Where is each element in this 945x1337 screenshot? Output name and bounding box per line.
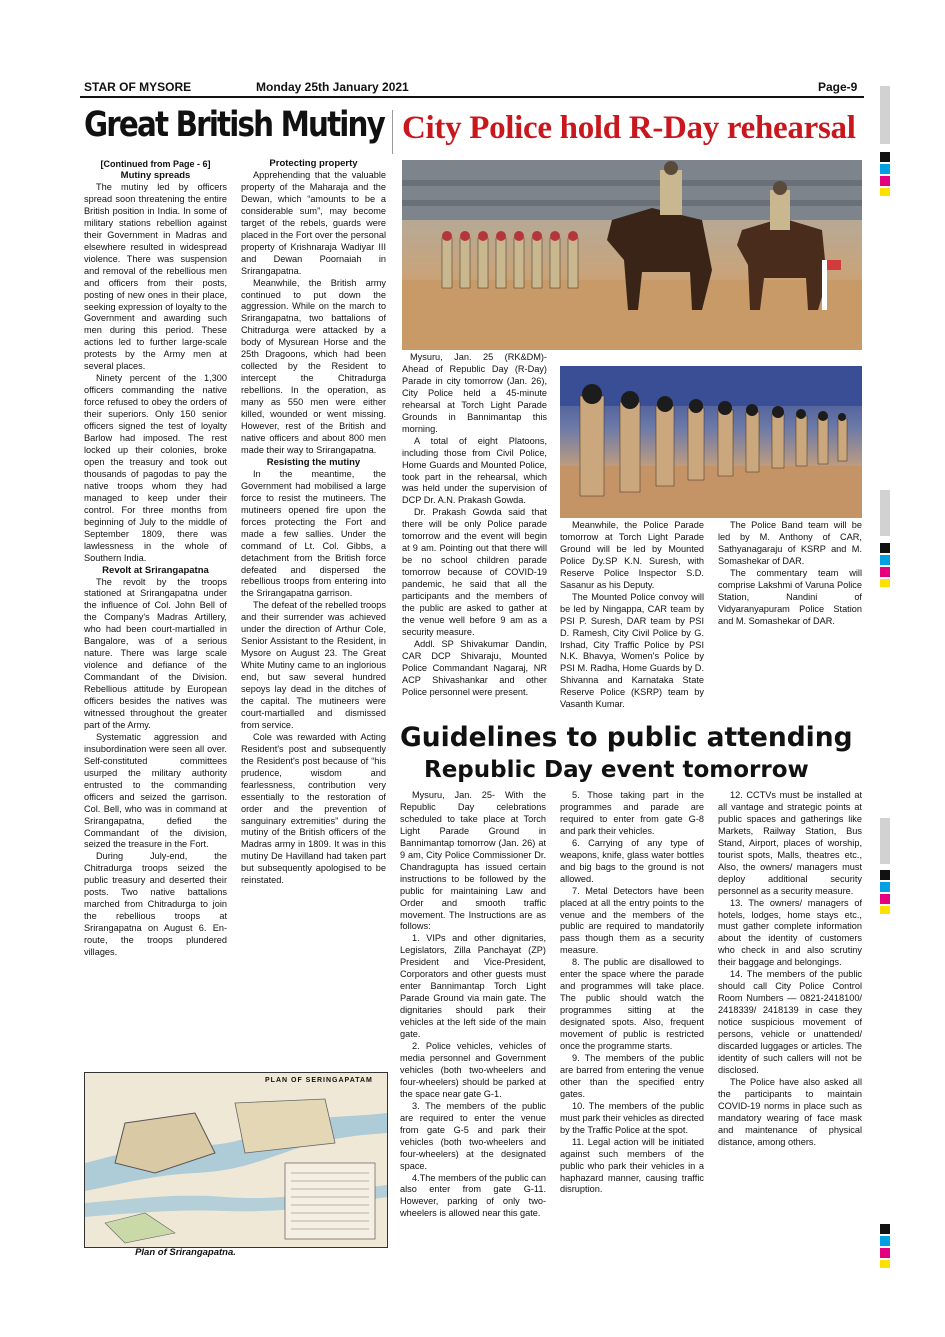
yellow-swatch	[880, 188, 890, 196]
paragraph: 8. The public are disallowed to enter the space where the parade and programmes will take place. The public should watch the programmes sitting at the designated spots. Also, frequent movement of public is restricted once the programme starts.	[560, 957, 704, 1052]
police-column-1	[402, 352, 547, 717]
black-swatch	[880, 1224, 890, 1234]
page-number: Page-9	[818, 80, 858, 94]
subhead-spreads: Mutiny spreads	[120, 170, 191, 181]
subhead-protect: Protecting property	[269, 158, 358, 169]
map-illustration-icon	[85, 1073, 387, 1247]
paragraph: The mutiny led by officers spread soon threatening the entire British position in India. In some of military stations rebellion against their Government in Madras and elsewhere resulted in widespread violence. There was suspension and removal of the rebellious men and officers from their posts, posting of new ones in their place, seeking expression of loyalty to the Government and awarding such men during this period. These actions led to further large-scale protests by the Army men at several places.	[84, 182, 227, 372]
continued-note: [Continued from Page - 6]	[100, 159, 211, 169]
issue-date: Monday 25th January 2021	[256, 80, 409, 94]
mutiny-headline: Great British Mutiny	[84, 105, 384, 145]
paragraph: 10. The members of the public must park their vehicles as directed by the Traffic Police at the spot.	[560, 1100, 704, 1135]
subhead-revolt: Revolt at Srirangapatna	[102, 564, 209, 576]
paragraph: During July-end, the Chitradurga troops seized the public treasury and deserted their posts. Two native battalions marched from Chitradurga to join the rebellious troops at Srirangapatna on August 6. En-route, the troops plundered villages.	[84, 851, 227, 958]
paragraph: The Police Band team will be led by M. Anthony of CAR, Sathyanagaraju of KSRP and M. Somashekar of DAR.	[718, 520, 862, 566]
paragraph: The Police have also asked all the participants to maintain COVID-19 norms in place such as mandatory wearing of face mask and maintenance of physical distance, among others.	[718, 1076, 862, 1147]
paragraph: In the meantime, the Government had mobilised a large force to resist the mutineers. The mutineers opened fire upon the forces protecting the Fort and made a few sallies. Under the command of Lt. Col. Gibbs, a detachment from the British force defeated and dispersed the rebellious troops from entering into the Srirangapatna garrison.	[241, 468, 386, 599]
paragraph: Meanwhile, the Police Parade tomorrow at Torch Light Parade Ground will be led by Mounted Police Dy.SP K.N. Suresh, with Reserve Police Inspector S.D. Sasanur as his Deputy.	[560, 520, 704, 590]
paragraph: Mysuru, Jan. 25- With the Republic Day celebrations scheduled to take place at Torch Light Parade Ground in Bannimantap tomorrow (Jan. 26) at 9 am, City Police Commissioner Dr. Chandragupta has issued certain instructions to be followed by the public for maintaining Law and Order and smooth traffic movement. The Instructions are as follows:	[400, 790, 546, 932]
yellow-swatch	[880, 1260, 890, 1268]
paragraph: Cole was rewarded with Acting Resident's post and subsequently the Resident's post because of “his prudence, wisdom and fearlessness, contribution very essentially to the restoration of order and the prevention of sanguinary extremities” during the mutiny of the British officers of the Madras army in 1809. It was in this mutiny De Havilland had taken part but subsequently apologised to be reinstated.	[241, 731, 386, 886]
police-column-2	[560, 520, 704, 717]
paragraph: 11. Legal action will be initiated against such members of the public who park their vehicles in a haphazard manner, causing traffic disruption.	[560, 1136, 704, 1195]
parade-photo-platoon	[560, 366, 862, 518]
paragraph: 13. The owners/ managers of hotels, lodges, home stays etc., must gather complete information about the identity of customers who check in and also scrutiny their baggage and belongings.	[718, 897, 862, 968]
mutiny-column-2	[241, 158, 386, 1068]
header-rule	[80, 96, 864, 98]
paragraph: 4.The members of the public can also enter from gate G-11. However, parking of only two-wheelers is allowed near this gate.	[400, 1172, 546, 1219]
gray-swatch	[880, 86, 890, 144]
paragraph: The revolt by the troops stationed at Srirangapatna under the influence of Col. John Bell of the Company's Madras Artillery, who had been court-martialled in Bangalore, was of a serious nature. There was large scale violence and defiance of the Commandant of the Division. Rebellious attitude by European officers besides the natives was witnessed throughout the greater part of the Army.	[84, 576, 227, 730]
magenta-swatch	[880, 176, 890, 186]
police-column-3	[718, 520, 862, 717]
paragraph: 3. The members of the public are required to enter the venue from gate G-5 and park their vehicles (both two-wheelers and four-wheelers) at the designated space.	[400, 1100, 546, 1171]
paragraph: Meanwhile, the British army continued to put down the aggression. While on the march to Srirangapatna, two battalions of Chitradurga were attacked by a body of Mysurean Horse and the 25th Dragoons, which had been collected by the Resident to intercept the Chitradurga rebellions. In the operation, as many as 550 men were either killed, wounded or went missing. However, rest of the British and native officers and about 800 men made their way to Srirangapatna.	[241, 277, 386, 455]
guidelines-column-3	[718, 790, 862, 1268]
paragraph: 2. Police vehicles, vehicles of media personnel and Government vehicles (both two-wheelers and four-wheelers) should be parked at the space near gate G-1.	[400, 1041, 546, 1099]
paragraph: Systematic aggression and insubordination were seen all over. Self-constituted committees usurped the military authority entrusted to the commanding officers and seized the garrison. Col. Bell, who was in command at Srirangapatna, defied the Commandant of the division, seized the treasure in the Fort.	[84, 731, 227, 850]
subhead-resist: Resisting the mutiny	[266, 456, 361, 468]
gray-swatch	[880, 818, 890, 864]
cyan-swatch	[880, 555, 890, 565]
platoon-parade-icon	[560, 366, 862, 518]
police-headline: City Police hold R-Day rehearsal	[402, 110, 856, 146]
paragraph: Apprehending that the valuable property of the Maharaja and the Dewan, which “amounts to be a considerable sum”, may become target of the rebels, guards were placed in the Fort over the personal property of Krishnaraja Wadiyar III and Dewan Poornaiah in Srirangapatna.	[241, 170, 386, 276]
mutiny-column-1	[84, 158, 227, 1068]
paragraph: Ninety percent of the 1,300 officers commanding the native force refused to obey the orders of their superiors. Only 150 senior officers signed the test of loyalty Barlow had imposed. The rest locked up their colonies, broke open the treasury and took out thousands of pagodas to pay the native troops whom they had managed to keep under their control. For three months from beginning of July to the middle of September 1809, there was lawlessness in the whole of Southern India.	[84, 373, 227, 563]
paper-name: STAR OF MYSORE	[84, 80, 192, 94]
paragraph: The commentary team will comprise Lakshmi of Varuna Police Station, Nandini of Vidyaranyapuram Police Station and M. Somashekar of DAR.	[718, 567, 862, 626]
map-caption: Plan of Srirangapatna.	[135, 1247, 236, 1258]
cyan-swatch	[880, 882, 890, 892]
paragraph: The Mounted Police convoy will be led by Ningappa, CAR team by PSI P. Suresh, DAR team by PSI D. Ramesh, City Civil Police by G. Irshad, City Traffic Police by PSI N.K. Bhavya, Women's Police by PSI M. Radha, Home Guards by D. Shivanna and Karnataka State Reserve Police (KSRP) team by Vasanth Kumar.	[560, 591, 704, 710]
paragraph: 12. CCTVs must be installed at all vantage and strategic points at public spaces and gatherings like Markets, Railway Station, Bus Stand, Airport, places of worship, tourist spots, Malls, theatres etc., Also, the owners/ managers must deploy additional security personnel as a security measure.	[718, 790, 862, 896]
yellow-swatch	[880, 906, 890, 914]
paragraph: 14. The members of the public should call City Police Control Room Numbers — 0821-2418100/ 2418339/ 2418139 in case they notice suspicious movement of persons, vehicle or unattended/ discarded luggages or articles. The identity of such callers will not be disclosed.	[718, 969, 862, 1075]
paragraph: 5. Those taking part in the programmes and parade are required to enter from gate G-8 and park their vehicles.	[560, 790, 704, 836]
paragraph: 1. VIPs and other dignitaries, Legislators, Zilla Panchayat (ZP) President and Vice-President, Corporators and other guests must enter Bannimantap Torch Light Parade Ground via main gate. The dignitaries should park their vehicles at the left side of the main gate.	[400, 933, 546, 1040]
black-swatch	[880, 543, 890, 553]
srirangapatna-map	[84, 1072, 388, 1248]
map-title: PLAN OF SERINGAPATAM	[265, 1077, 373, 1084]
paragraph: 9. The members of the public are barred from entering the venue other than the specified entry gates.	[560, 1052, 704, 1099]
yellow-swatch	[880, 579, 890, 587]
guidelines-column-2	[560, 790, 704, 1268]
guidelines-headline-1: Guidelines to public attending	[400, 722, 853, 753]
magenta-swatch	[880, 894, 890, 904]
headline-divider	[392, 110, 393, 154]
paragraph: 6. Carrying of any type of weapons, knife, glass water bottles and big bags to the ground is not allowed.	[560, 837, 704, 884]
cyan-swatch	[880, 164, 890, 174]
guidelines-headline-2: Republic Day event tomorrow	[424, 757, 809, 783]
paragraph: Dr. Prakash Gowda said that there will be only Police parade tomorrow and the event will begin at 9 am. Pointing out that there will be no school children parade tomorrow because of COVID-19 pandemic, he said that all the participants and the members of the public are asked to gather at the venue well before 9 am as a security measure.	[402, 507, 547, 637]
paragraph: Mysuru, Jan. 25 (RK&DM)- Ahead of Republic Day (R-Day) Parade in city tomorrow (Jan. 26), City Police held a 45-minute rehearsal at Torch Light Parade Grounds in Bannimantap this morning.	[402, 352, 547, 434]
cyan-swatch	[880, 1236, 890, 1246]
parade-photo-mounted	[402, 160, 862, 350]
horse-parade-icon	[402, 160, 862, 350]
paragraph: Addl. SP Shivakumar Dandin, CAR DCP Shivaraju, Mounted Police Commandant Nagaraj, NR ACP Shivashankar and other Police personnel were present.	[402, 638, 547, 697]
paragraph: 7. Metal Detectors have been placed at all the entry points to the venue and the members of the public are required to mandatorily pass though them as a security measure.	[560, 885, 704, 956]
guidelines-column-1	[400, 790, 546, 1268]
magenta-swatch	[880, 1248, 890, 1258]
black-swatch	[880, 870, 890, 880]
gray-swatch	[880, 490, 890, 536]
paragraph: The defeat of the rebelled troops and their surrender was achieved under the direction of Arthur Cole, Senior Assistant to the Resident, in Mysore on August 23. The Great White Mutiny came to an inglorious end, but saw several hundred sepoys lay dead in the ditches of the capital. The mutineers were court-martialled and dismissed from service.	[241, 600, 386, 730]
magenta-swatch	[880, 567, 890, 577]
paragraph: A total of eight Platoons, including those from Civil Police, Home Guards and Mounted Police, took part in the rehearsal, which was held under the supervision of DCP Dr. A.N. Prakash Gowda.	[402, 435, 547, 506]
black-swatch	[880, 152, 890, 162]
